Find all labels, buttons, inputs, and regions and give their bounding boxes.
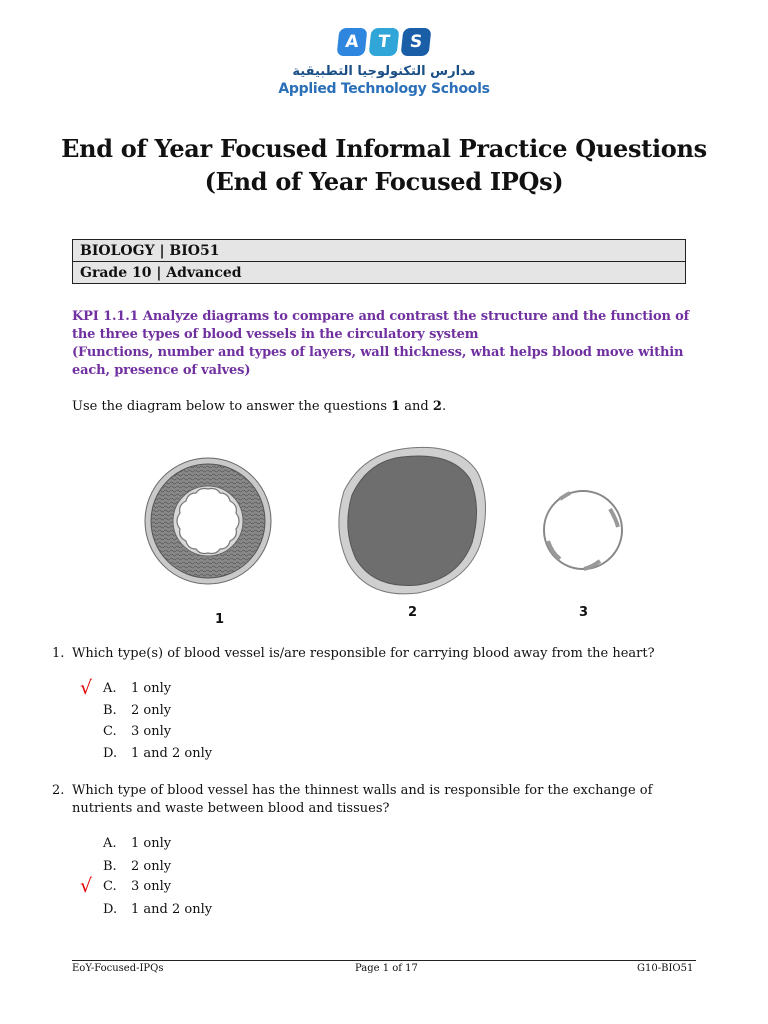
logo-tile-s: S bbox=[401, 28, 432, 56]
school-logo bbox=[0, 28, 768, 97]
instruction-prefix: Use the diagram below to answer the questions bbox=[72, 399, 392, 414]
option-letter: A. bbox=[103, 681, 117, 696]
question-2-text: Which type of blood vessel has the thinnest walls and is responsible for the exchange of nutrients and waste between blood and tissues? bbox=[72, 783, 653, 816]
question-2-number: 2. bbox=[52, 783, 65, 798]
logo-tile-a: A bbox=[337, 28, 368, 56]
logo-tiles bbox=[0, 28, 768, 56]
course-row bbox=[73, 240, 686, 262]
diagram-label-2: 2 bbox=[408, 605, 418, 620]
option-letter: B. bbox=[103, 703, 117, 718]
option-text: 1 only bbox=[131, 681, 172, 696]
grade-cell: Grade 10 | Advanced bbox=[73, 262, 686, 284]
capillary-cross-section bbox=[544, 491, 622, 569]
artery-cross-section bbox=[145, 458, 271, 584]
footer-doc-name: EoY-Focused-IPQs bbox=[72, 963, 164, 974]
option-text: 3 only bbox=[131, 879, 172, 894]
instruction-q2: 2 bbox=[432, 399, 442, 414]
footer-page-number: Page 1 of 17 bbox=[355, 963, 418, 974]
option-text: 2 only bbox=[131, 703, 172, 718]
option-text: 1 and 2 only bbox=[131, 746, 213, 761]
page-title bbox=[0, 132, 768, 198]
instruction-suffix: . bbox=[441, 399, 447, 414]
option-letter: D. bbox=[103, 746, 118, 761]
logo-english-name: Applied Technology Schools bbox=[278, 81, 490, 97]
instruction-and: and bbox=[400, 399, 433, 414]
option-letter: D. bbox=[103, 902, 118, 917]
vein-cross-section bbox=[339, 447, 486, 593]
question-1-text: Which type(s) of blood vessel is/are responsible for carrying blood away from the heart? bbox=[72, 646, 655, 661]
instruction-q1: 1 bbox=[391, 399, 401, 414]
course-info-table bbox=[72, 239, 686, 284]
option-letter: C. bbox=[103, 724, 117, 739]
logo-arabic-name: مدارس التكنولوجيا التطبيقية bbox=[292, 64, 476, 79]
footer-course-code: G10-BIO51 bbox=[637, 963, 694, 974]
footer-divider bbox=[72, 960, 696, 961]
diagram-instruction bbox=[72, 399, 446, 414]
grade-row bbox=[73, 262, 686, 284]
check-mark-icon: √ bbox=[80, 875, 93, 897]
diagram-label-3: 3 bbox=[579, 605, 589, 620]
course-cell: BIOLOGY | BIO51 bbox=[73, 240, 686, 262]
diagram-label-1: 1 bbox=[215, 612, 225, 627]
kpi-statement bbox=[72, 308, 694, 380]
option-letter: B. bbox=[103, 859, 117, 874]
option-text: 1 and 2 only bbox=[131, 902, 213, 917]
option-text: 1 only bbox=[131, 836, 172, 851]
title-line-1: End of Year Focused Informal Practice Questions bbox=[61, 134, 707, 163]
option-letter: C. bbox=[103, 879, 117, 894]
question-1-number: 1. bbox=[52, 646, 65, 661]
kpi-line-1: KPI 1.1.1 Analyze diagrams to compare and contrast the structure and the function of the three types of blood vessels in the circulatory system bbox=[72, 309, 690, 342]
blood-vessel-diagram bbox=[140, 433, 640, 633]
option-letter: A. bbox=[103, 836, 117, 851]
option-text: 3 only bbox=[131, 724, 172, 739]
title-line-2: (End of Year Focused IPQs) bbox=[204, 167, 564, 196]
check-mark-icon: √ bbox=[80, 677, 93, 699]
kpi-line-2: (Functions, number and types of layers, wall thickness, what helps blood move within each, presence of valves) bbox=[72, 345, 684, 378]
logo-tile-t: T bbox=[369, 28, 400, 56]
option-text: 2 only bbox=[131, 859, 172, 874]
